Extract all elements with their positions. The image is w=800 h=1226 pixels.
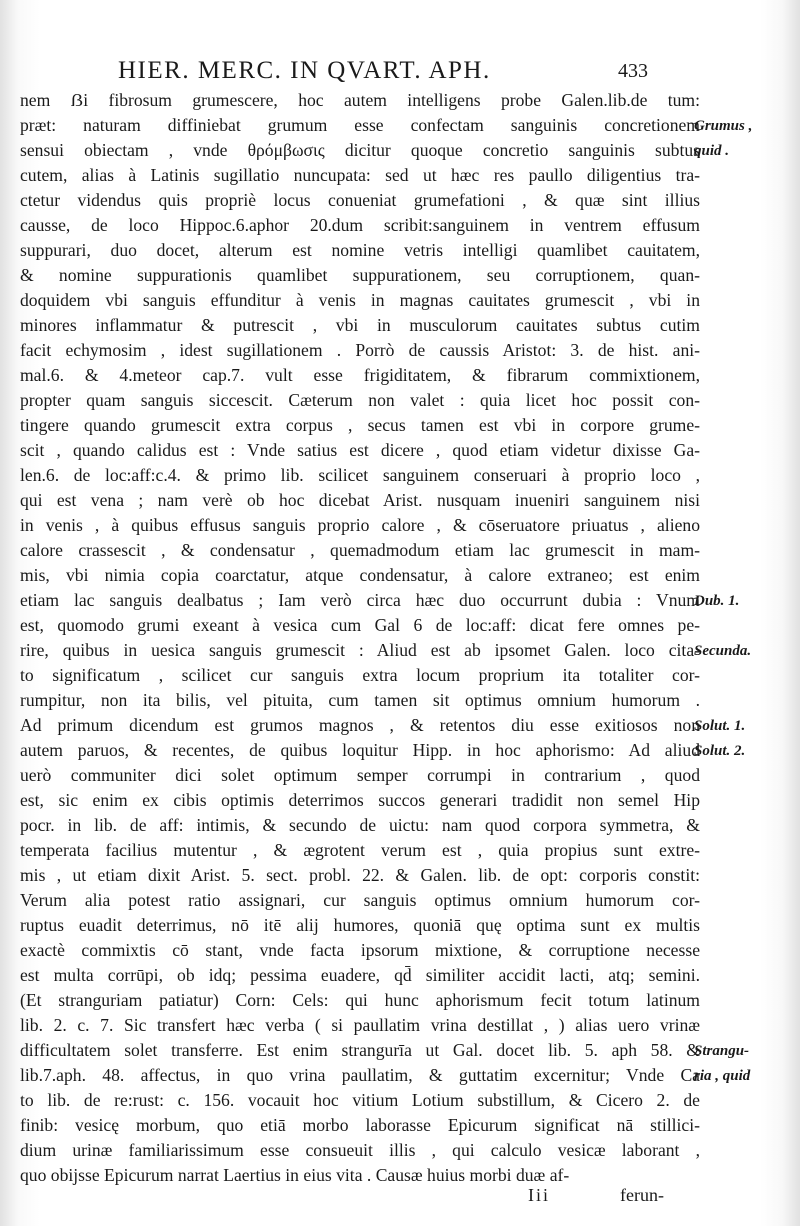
text-line: rumpitur, non ita bilis, vel pituita, cum tamen sit optimus omnium humorum . xyxy=(20,690,700,710)
body-text xyxy=(20,88,700,1188)
signature-mark: Iii xyxy=(528,1185,550,1205)
margin-note: Dub. 1. xyxy=(694,593,740,609)
text-line: to significatum , scilicet cur sanguis extra locum proprium ita totaliter cor- xyxy=(20,665,700,685)
page-number: 433 xyxy=(618,60,648,82)
text-line: doquidem vbi sanguis effunditur à venis in magnas cauitates grumescit , vbi in xyxy=(20,290,700,310)
text-line: cutem, alias à Latinis sugillatio nuncupata: sed ut hæc res paullo diligentius tra- xyxy=(20,165,700,185)
text-line: uerò communiter dici solet optimum semper corrumpi in contrarium , quod xyxy=(20,765,700,785)
text-line: finib: vesicę morbum, quo etiā morbo laborasse Epicurum significat nā stillici- xyxy=(20,1115,700,1135)
text-line: rire, quibus in uesica sanguis grumescit : Aliud est ab ipsomet Galen. loco cita- xyxy=(20,640,700,660)
text-line: ruptus euadit deterrimus, nō itē alij humores, quoniā quę optima sunt ex multis xyxy=(20,915,700,935)
text-line: dium urinæ familiarissimum esse consueuit illis , qui calculo vesicæ laborant , xyxy=(20,1140,700,1160)
text-line: difficultatem solet transferre. Est enim strangurīa ut Gal. docet lib. 5. aph 58. & xyxy=(20,1040,700,1060)
text-line: ctetur videndus quis propriè locus conueniat grumefationi , & quæ sint illius xyxy=(20,190,700,210)
margin-note: Secunda. xyxy=(694,643,752,659)
right-edge-shadow xyxy=(782,0,800,1226)
text-line: lib.7.aph. 48. affectus, in quo vrina paullatim, & guttatim excernitur; Vnde Ca xyxy=(20,1065,700,1085)
text-line: est, sic enim ex cibis optimis deterrimos succos generari tradidit non semel Hip xyxy=(20,790,700,810)
text-line: minores inflammatur & putrescit , vbi in musculorum cauitates subtus cutim xyxy=(20,315,700,335)
text-line: to lib. de re:rust: c. 156. vocauit hoc vitium Lotium substillum, & Cicero 2. de xyxy=(20,1090,700,1110)
text-line: præt: naturam diffiniebat grumum esse confectam sanguinis concretionem xyxy=(20,115,700,135)
text-line: mis , ut etiam dixit Arist. 5. sect. probl. 22. & Galen. lib. de opt: corporis constit: xyxy=(20,865,700,885)
text-line: len.6. de loc:aff:c.4. & primo lib. scilicet sanguinem conseruari à proprio loco , xyxy=(20,465,700,485)
text-line: facit echymosim , idest sugillationem . Porrò de caussis Aristot: 3. de hist. ani- xyxy=(20,340,700,360)
text-line: tingere quando grumescit extra corpus , secus tamen est vbi in corpore grume- xyxy=(20,415,700,435)
text-line: sensui obiectam , vnde θρόμβωσις dicitur quoque concretio sanguinis subtus xyxy=(20,140,700,160)
text-line: causse, de loco Hippoc.6.aphor 20.dum scribit:sanguinem in ventrem effusum xyxy=(20,215,700,235)
text-line: Verum alia potest ratio assignari, cur sanguis optimus omnium humorum cor- xyxy=(20,890,700,910)
text-line: temperata facilius mutentur , & ægrotent verum est , quia propius sunt extre- xyxy=(20,840,700,860)
text-line: etiam lac sanguis dealbatus ; Iam verò circa hæc duo occurrunt dubia : Vnum xyxy=(20,590,700,610)
text-line: exactè commixtis cō stant, vnde facta ipsorum mixtione, & corruptione necesse xyxy=(20,940,700,960)
text-line: scit , quando calidus est : Vnde satius est dicere , quod etiam videtur dixisse Ga- xyxy=(20,440,700,460)
text-line: est multa corrūpi, ob idq; pessima euadere, qd̄ similiter accidit lacti, atq; semini. xyxy=(20,965,700,985)
text-line: quo obijsse Epicurum narrat Laertius in eius vita . Causæ huius morbi duæ af- xyxy=(20,1165,570,1185)
text-line: est, quomodo grumi exeant à vesica cum Gal 6 de loc:aff: dicat fere omnes pe- xyxy=(20,615,700,635)
catchword: ferun- xyxy=(620,1185,664,1205)
text-line: (Et stranguriam patiatur) Corn: Cels: qui hunc aphorismum fecit totum latinum xyxy=(20,990,700,1010)
left-edge-shadow xyxy=(0,0,18,1226)
margin-note: Solut. 1. xyxy=(694,718,746,734)
text-line: mis, vbi nimia copia coarctatur, atque condensatur, à calore extraneo; est enim xyxy=(20,565,700,585)
margin-note: Solut. 2. xyxy=(694,743,746,759)
margin-note: quid . xyxy=(694,143,730,159)
text-line: propter quam sanguis siccescit. Cæterum non valet : quia licet hoc possit con- xyxy=(20,390,700,410)
text-line: pocr. in lib. de aff: intimis, & secundo de uictu: nam quod corpora symmetra, & xyxy=(20,815,700,835)
margin-note: Strangu- xyxy=(694,1043,750,1059)
text-line: in venis , à quibus effusus sanguis proprio calore , & cōseruatore priuatus , alieno xyxy=(20,515,700,535)
margin-note: ria , quid xyxy=(694,1068,751,1084)
running-header: HIER. MERC. IN QVART. APH. xyxy=(118,57,491,84)
text-line: calore crassescit , & condensatur , quemadmodum etiam lac grumescit in mam- xyxy=(20,540,700,560)
text-line: nem ẞi fibrosum grumescere, hoc autem intelligens probe Galen.lib.de tum: xyxy=(20,90,700,110)
text-line: mal.6. & 4.meteor cap.7. vult esse frigiditatem, & fibrarum commixtionem, xyxy=(20,365,700,385)
text-line: qui est vena ; nam verè ob hoc dicebat Arist. nusquam inueniri sanguinem nisi xyxy=(20,490,700,510)
text-line: & nomine suppurationis quamlibet suppurationem, seu corruptionem, quan- xyxy=(20,265,700,285)
text-line: autem paruos, & recentes, de quibus loquitur Hipp. in hoc aphorismo: Ad aliud xyxy=(20,740,700,760)
text-line: Ad primum dicendum est grumos magnos , & retentos diu esse exitiosos non xyxy=(20,715,700,735)
text-line: lib. 2. c. 7. Sic transfert hæc verba ( si paullatim vrina destillat , ) alias uero vrinæ xyxy=(20,1015,700,1035)
margin-note: Grumus , xyxy=(694,118,753,134)
text-line: suppurari, duo docet, alterum est nomine vetris intelligi quamlibet cauitatem, xyxy=(20,240,700,260)
